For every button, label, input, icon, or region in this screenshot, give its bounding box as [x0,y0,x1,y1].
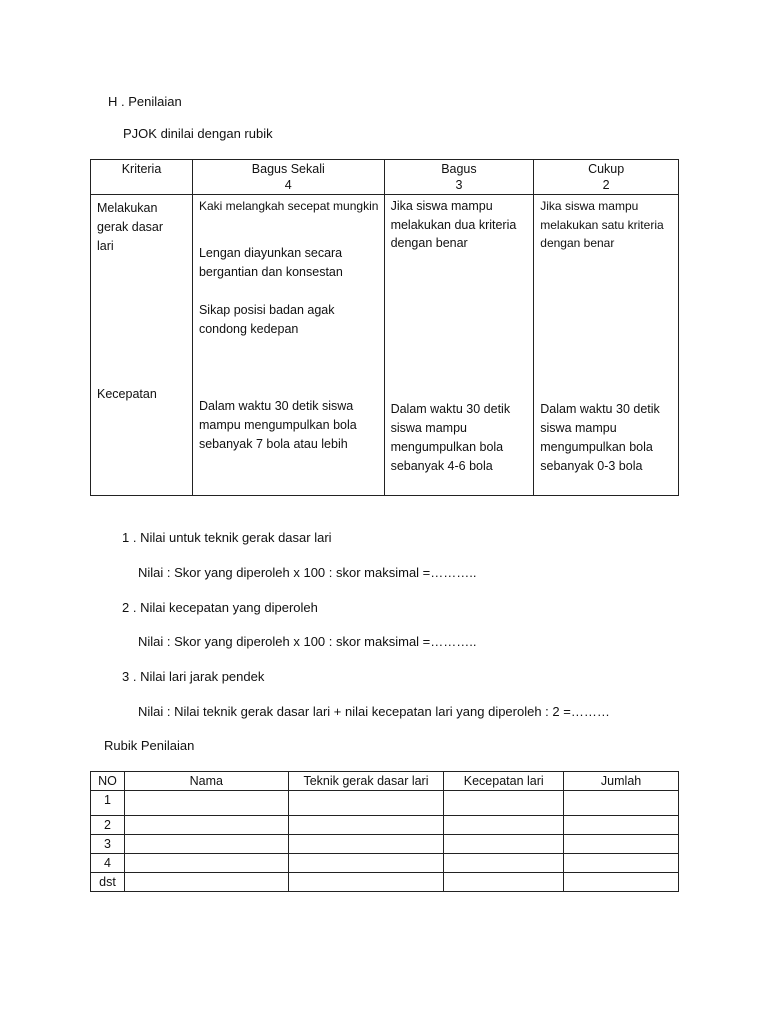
row-no: 3 [91,835,125,854]
cukup-gerak: Jika siswa mampu melakukan satu kriteria dengan benar [540,199,664,250]
col-nama: Nama [124,772,288,791]
col-jumlah: Jumlah [564,772,679,791]
header-kriteria: Kriteria [91,160,193,195]
col-kecepatan: Kecepatan lari [444,772,564,791]
cell-kecepatan[interactable] [444,791,564,816]
score-2-formula: Nilai : Skor yang diperoleh x 100 : skor maksimal =……….. [138,634,477,649]
intro-text: PJOK dinilai dengan rubik [123,126,273,141]
cell-kecepatan[interactable] [444,816,564,835]
row-no: dst [91,873,125,892]
bagus-gerak: Jika siswa mampu melakukan dua kriteria dengan benar [390,199,517,250]
bagus-sekali-cell [192,195,384,496]
bs-gerak-item-3: Sikap posisi badan agak condong kedepan [198,303,335,336]
cell-jumlah[interactable] [564,791,679,816]
cell-kecepatan[interactable] [444,854,564,873]
score-1-formula: Nilai : Skor yang diperoleh x 100 : skor maksimal =……….. [138,565,477,580]
cell-nama[interactable] [124,854,288,873]
bagus-cell [384,195,534,496]
score-3-formula: Nilai : Nilai teknik gerak dasar lari + nilai kecepatan lari yang diperoleh : 2 =……… [138,704,610,719]
table-row [91,873,679,892]
table-row [91,854,679,873]
scoresheet-table [90,771,679,892]
rubik-penilaian-title: Rubik Penilaian [104,738,195,753]
cukup-cell [534,195,679,496]
bs-gerak-item-1: Kaki melangkah secepat mungkin [198,199,379,213]
score-1-title: 1 . Nilai untuk teknik gerak dasar lari [122,530,332,545]
section-title: H . Penilaian [108,94,182,109]
cell-teknik[interactable] [288,854,444,873]
header-bagus: Bagus 3 [384,160,534,195]
row-no: 1 [91,791,125,816]
criterion-gerak-dasar: Melakukan gerak dasar lari [97,201,164,253]
bs-gerak-item-2: Lengan diayunkan secara bergantian dan konsestan [198,246,343,279]
row-no: 2 [91,816,125,835]
criterion-kecepatan: Kecepatan [97,387,157,401]
col-no: NO [91,772,125,791]
table-row [91,791,679,816]
cell-jumlah[interactable] [564,854,679,873]
cell-teknik[interactable] [288,835,444,854]
cell-nama[interactable] [124,791,288,816]
row-no: 4 [91,854,125,873]
cell-teknik[interactable] [288,816,444,835]
cell-nama[interactable] [124,835,288,854]
header-cukup: Cukup 2 [534,160,679,195]
bs-kecepatan: Dalam waktu 30 detik siswa mampu mengumpulkan bola sebanyak 7 bola atau lebih [198,399,357,451]
bagus-kecepatan: Dalam waktu 30 detik siswa mampu mengumpulkan bola sebanyak 4-6 bola [390,402,511,473]
table-row [91,816,679,835]
cell-kecepatan[interactable] [444,835,564,854]
score-3-title: 3 . Nilai lari jarak pendek [122,669,265,684]
cell-jumlah[interactable] [564,816,679,835]
cell-nama[interactable] [124,816,288,835]
scoresheet-header-row [91,772,679,791]
cell-kecepatan[interactable] [444,873,564,892]
cell-jumlah[interactable] [564,835,679,854]
score-2-title: 2 . Nilai kecepatan yang diperoleh [122,600,318,615]
rubric-header-row [91,160,679,195]
criteria-cell [91,195,193,496]
cell-nama[interactable] [124,873,288,892]
cell-teknik[interactable] [288,873,444,892]
cell-jumlah[interactable] [564,873,679,892]
header-bagus-sekali: Bagus Sekali 4 [192,160,384,195]
cukup-kecepatan: Dalam waktu 30 detik siswa mampu mengumpulkan bola sebanyak 0-3 bola [540,402,660,473]
col-teknik: Teknik gerak dasar lari [288,772,444,791]
rubric-body-row [91,195,679,496]
cell-teknik[interactable] [288,791,444,816]
rubric-table [90,159,679,496]
table-row [91,835,679,854]
